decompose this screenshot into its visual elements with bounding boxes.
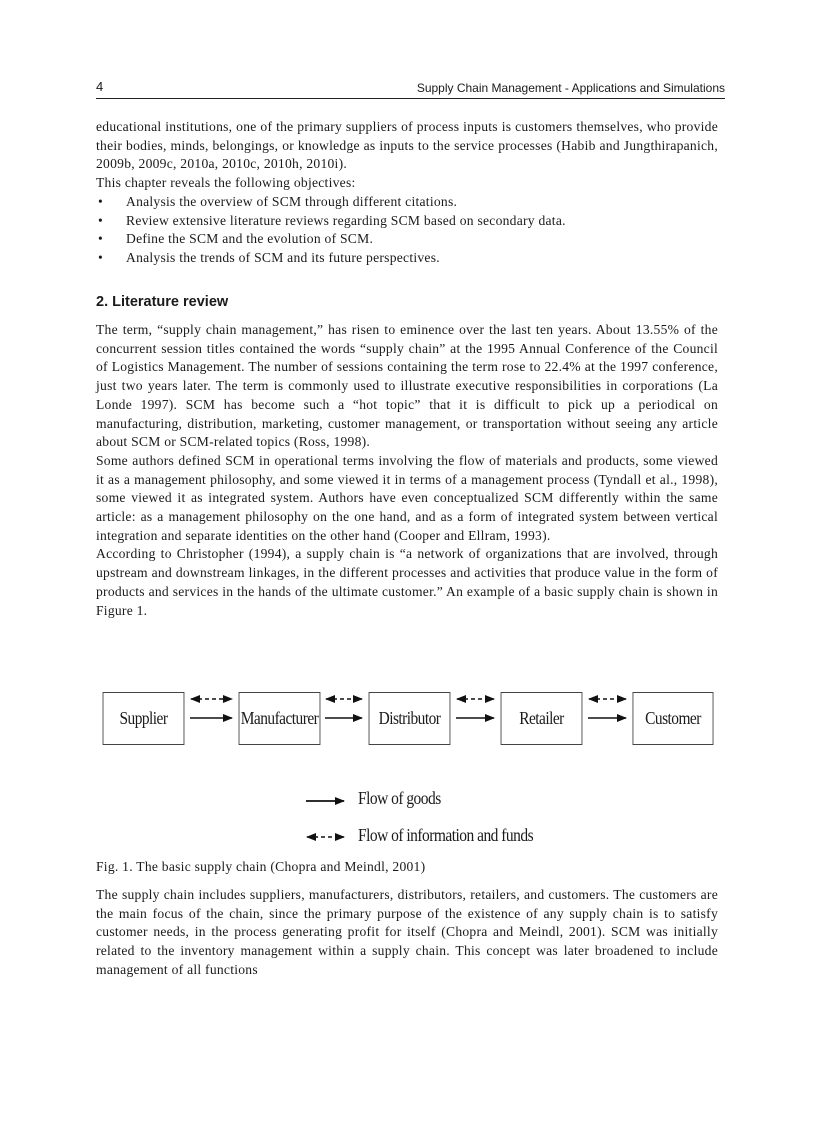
- legend-information-funds: Flow of information and funds: [358, 825, 534, 845]
- body-paragraph: The term, “supply chain management,” has risen to eminence over the last ten years. About 13.55% of the concurrent session titles contained the words “supply chain” at the 1995 Annual Conference of the Council of Logistics Management. The number of sessions containing the term rose to 22.4% at the 1997 conference, just two years later. The term is commonly used to illustrate executive responsibilities in corporations (La Londe 1997). SCM has become such a “hot topic” that it is difficult to pick up a periodical on manufacturing, distribution, marketing, customer management, or transportation without seeing any article about SCM or SCM-related topics (Ross, 1998).: [96, 322, 718, 450]
- body-paragraph: The supply chain includes suppliers, manufacturers, distributors, retailers, and customers. The customers are the main focus of the chain, since the primary purpose of the existence of any supply chain is to satisfy customer needs, in the process generating profit for itself (Chopra and Meindl, 2001). SCM was initially related to the inventory management within a supply chain. This concept was later broadened to include management of all functions: [96, 887, 718, 977]
- node-customer: Customer: [633, 692, 714, 745]
- body-paragraph: According to Christopher (1994), a supply chain is “a network of organizations that are involved, through upstream and downstream linkages, in the different processes and activities that produce value in the form of products and services in the hands of the ultimate customer.” An example of a basic supply chain is shown in Figure 1.: [96, 546, 718, 618]
- page-number: 4: [96, 79, 104, 94]
- body-paragraph: Some authors defined SCM in operational terms involving the flow of materials and products, some viewed it as a management philosophy, and some viewed it in terms of a management process (Tyndall et al., 1998), some viewed it as integrated system. Authors have even conceptualized SCM differently within the same article: as a management philosophy on the one hand, and as a form of integrated system between vertical integration and separate identities on the other hand (Cooper and Ellram, 1993).: [96, 452, 718, 543]
- after-figure-body: [96, 886, 718, 980]
- intro-block: [96, 118, 718, 268]
- figure-caption: Fig. 1. The basic supply chain (Chopra and Meindl, 2001): [96, 859, 426, 874]
- node-supplier: Supplier: [103, 692, 185, 745]
- intro-paragraph: educational institutions, one of the primary suppliers of process inputs is customers themselves, who provide their bodies, minds, belongings, or knowledge as inputs to the service processes (Habib and Jungthirapanich, 2009b, 2009c, 2010a, 2010c, 2010h, 2010i).: [96, 119, 718, 172]
- page-header: [96, 79, 725, 99]
- objective-item: • Analysis the overview of SCM through different citations.: [96, 193, 718, 212]
- objective-item: • Analysis the trends of SCM and its future perspectives.: [96, 249, 718, 268]
- legend-goods: Flow of goods: [358, 788, 441, 808]
- objectives-list: [96, 193, 718, 268]
- node-retailer: Retailer: [501, 692, 583, 745]
- objective-item: • Review extensive literature reviews regarding SCM based on secondary data.: [96, 212, 718, 231]
- running-title: Supply Chain Management - Applications and Simulations: [416, 81, 725, 95]
- node-manufacturer: Manufacturer: [239, 692, 321, 745]
- objectives-lead: This chapter reveals the following objectives:: [96, 175, 356, 191]
- literature-review-body: [96, 321, 718, 620]
- objective-item: • Define the SCM and the evolution of SCM.: [96, 230, 718, 249]
- node-distributor: Distributor: [369, 692, 451, 745]
- section-heading: 2. Literature review: [96, 294, 229, 310]
